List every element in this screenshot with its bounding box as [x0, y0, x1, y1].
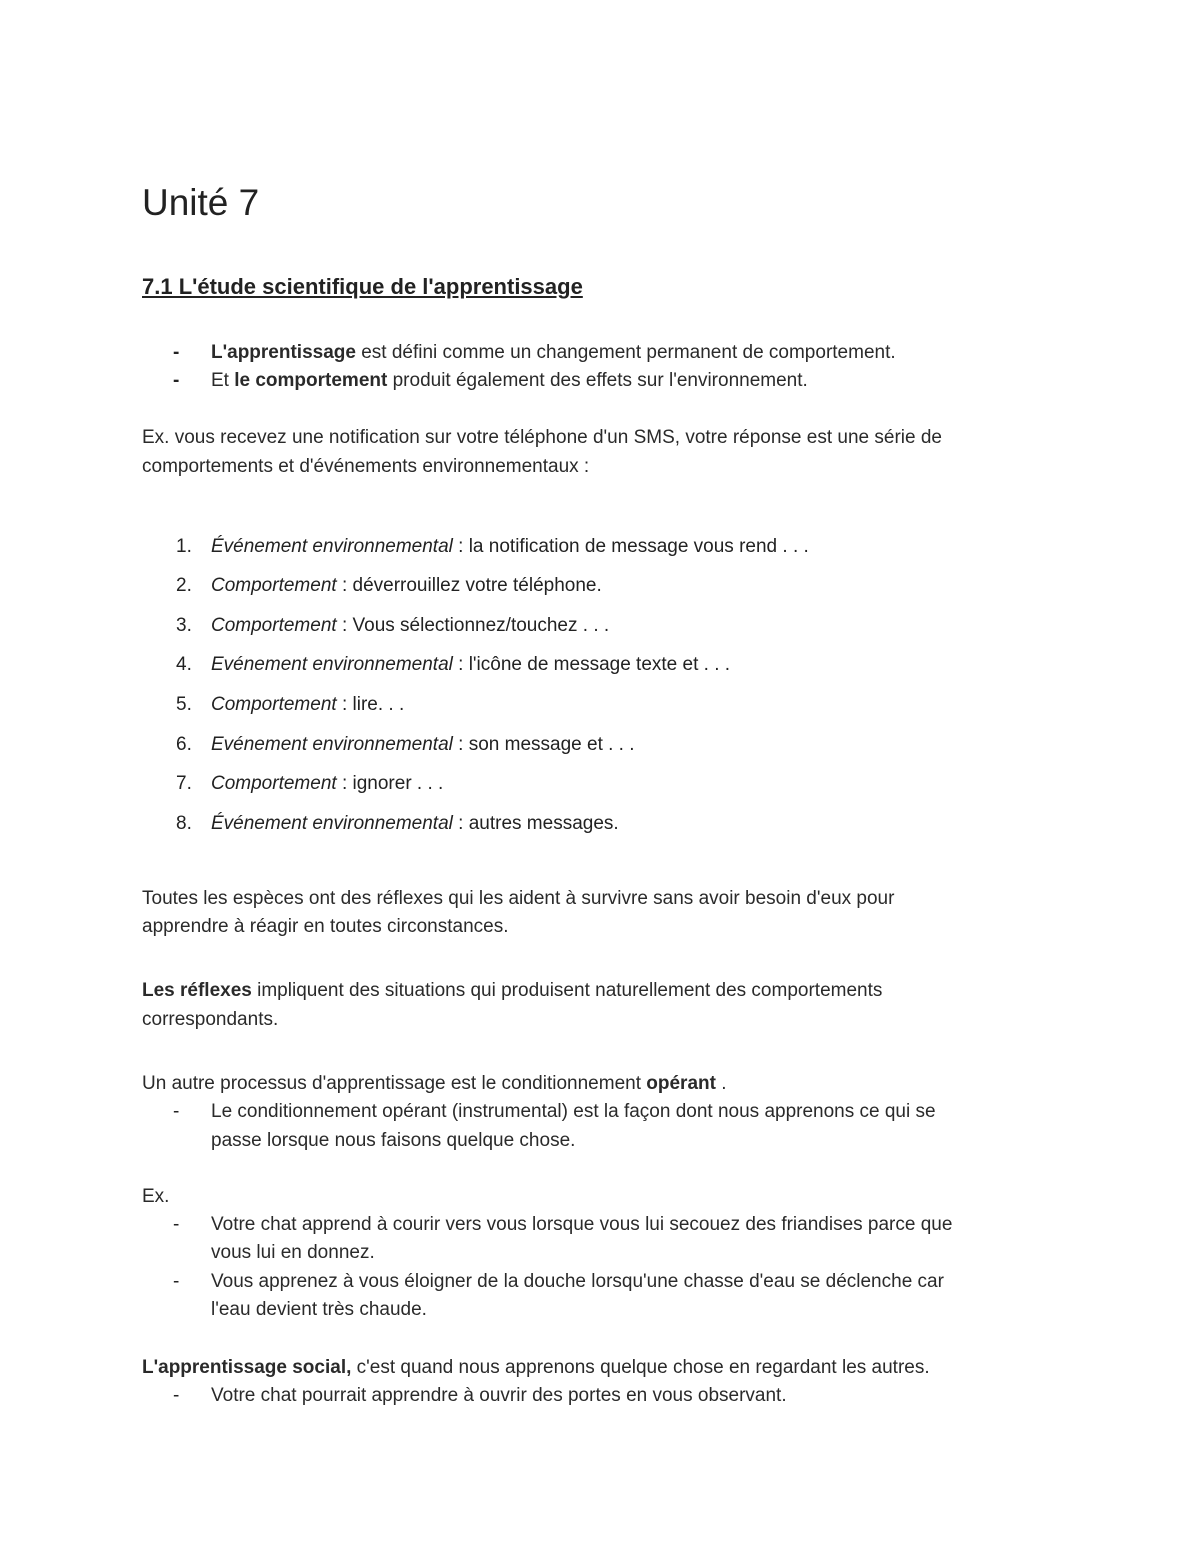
social-example: Votre chat pourrait apprendre à ouvrir des portes en vous observant.	[211, 1385, 787, 1406]
list-number: 1.	[176, 536, 192, 557]
social-term: L'apprentissage social,	[142, 1357, 352, 1378]
list-number: 8.	[176, 813, 192, 834]
example-line: l'eau devient très chaude.	[211, 1299, 427, 1320]
example-line: Votre chat apprend à courir vers vous lorsque vous lui secouez des friandises parce que	[211, 1214, 953, 1235]
list-number: 3.	[176, 615, 192, 636]
list-item-label: Comportement	[211, 615, 337, 636]
operant-detail-line: Le conditionnement opérant (instrumental) est la façon dont nous apprenons ce qui se	[211, 1101, 936, 1122]
bullet-dash: -	[173, 342, 180, 363]
list-item-text: : autres messages.	[452, 813, 619, 834]
operant-text: Un autre processus d'apprentissage est le conditionnement	[142, 1073, 647, 1094]
examples-label: Ex.	[142, 1186, 170, 1207]
list-item-text: : son message et . . .	[452, 734, 635, 755]
definition-text: produit également des effets sur l'environnement.	[387, 370, 808, 391]
list-item	[211, 612, 609, 641]
list-number: 2.	[176, 575, 192, 596]
reflex-definition	[142, 977, 882, 1006]
list-item	[211, 731, 635, 760]
list-number: 6.	[176, 734, 192, 755]
definition-term: le comportement	[234, 370, 388, 391]
bullet-dash: -	[173, 1385, 180, 1406]
list-item	[211, 691, 404, 720]
list-item-text: : la notification de message vous rend . . .	[452, 536, 809, 557]
operant-paragraph	[142, 1070, 727, 1099]
list-item	[211, 651, 730, 680]
page-title: Unité 7	[142, 182, 260, 223]
list-item-label: Événement environnemental	[211, 813, 453, 834]
reflex-term: Les réflexes	[142, 980, 252, 1001]
list-number: 7.	[176, 773, 192, 794]
definition-term: L'apprentissage	[211, 342, 356, 363]
bullet-dash: -	[173, 1214, 180, 1235]
list-item	[211, 572, 602, 601]
list-number: 5.	[176, 694, 192, 715]
list-item-text: : Vous sélectionnez/touchez . . .	[336, 615, 610, 636]
list-item-label: Comportement	[211, 694, 337, 715]
example-intro-line: Ex. vous recevez une notification sur votre téléphone d'un SMS, votre réponse est une série de	[142, 427, 942, 448]
list-item-text: : lire. . .	[336, 694, 405, 715]
list-item-label: Evénement environnemental	[211, 734, 453, 755]
operant-post: .	[715, 1073, 727, 1094]
bullet-dash: -	[173, 370, 180, 391]
list-item-label: Evénement environnemental	[211, 654, 453, 675]
definition-behavior	[211, 367, 808, 396]
list-number: 4.	[176, 654, 192, 675]
reflex-paragraph-line: Toutes les espèces ont des réflexes qui les aident à survivre sans avoir besoin d'eux pour	[142, 888, 895, 909]
list-item-text: : l'icône de message texte et . . .	[452, 654, 731, 675]
list-item	[211, 810, 619, 839]
operant-term: opérant	[646, 1073, 716, 1094]
example-line: Vous apprenez à vous éloigner de la douche lorsqu'une chasse d'eau se déclenche car	[211, 1271, 944, 1292]
reflex-definition-text: impliquent des situations qui produisent naturellement des comportements	[251, 980, 883, 1001]
definition-text: est défini comme un changement permanent de comportement.	[355, 342, 896, 363]
operant-detail-line: passe lorsque nous faisons quelque chose.	[211, 1130, 576, 1151]
example-line: vous lui en donnez.	[211, 1242, 375, 1263]
definition-pre: Et	[211, 370, 235, 391]
list-item	[211, 533, 809, 562]
list-item-text: : ignorer . . .	[336, 773, 444, 794]
bullet-dash: -	[173, 1101, 180, 1122]
bullet-dash: -	[173, 1271, 180, 1292]
social-text: c'est quand nous apprenons quelque chose en regardant les autres.	[351, 1357, 930, 1378]
list-item-label: Comportement	[211, 575, 337, 596]
social-learning	[142, 1354, 930, 1383]
list-item-label: Comportement	[211, 773, 337, 794]
list-item-label: Événement environnemental	[211, 536, 453, 557]
example-intro-line: comportements et d'événements environnementaux :	[142, 456, 590, 477]
section-heading: 7.1 L'étude scientifique de l'apprentissage	[142, 274, 583, 299]
definition-learning	[211, 339, 896, 368]
list-item-text: : déverrouillez votre téléphone.	[336, 575, 602, 596]
reflex-definition-line: correspondants.	[142, 1009, 279, 1030]
reflex-paragraph-line: apprendre à réagir en toutes circonstances.	[142, 916, 509, 937]
list-item	[211, 770, 443, 799]
